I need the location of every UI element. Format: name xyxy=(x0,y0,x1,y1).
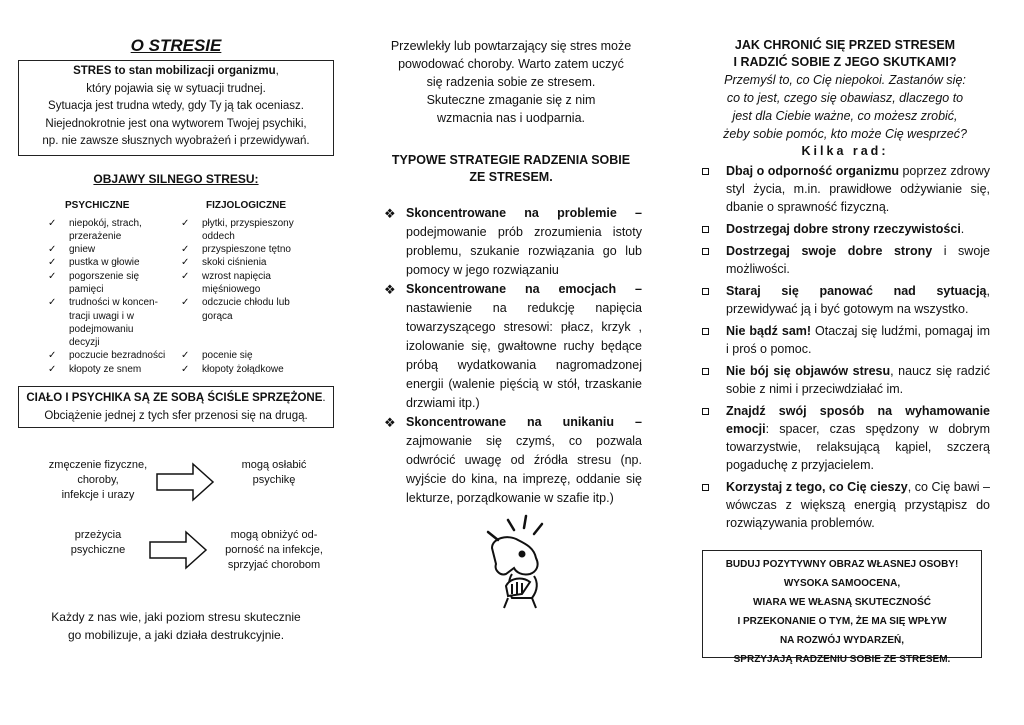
final-note xyxy=(18,608,334,644)
reflection-line: co to jest, czego się obawiasz, dlaczego to xyxy=(726,91,964,105)
tip-text: : spacer, czas spędzony w dobrym towarzystwie, relaksującą kąpiel, szczerą pogaduchę z przyjacielem. xyxy=(726,422,990,472)
psych-item xyxy=(18,243,176,256)
diamond-bullet-icon: ❖ xyxy=(384,282,396,297)
tip-text: , przewidywać ją i być gotowym na wszystko. xyxy=(726,284,990,316)
arrow-text: psychikę xyxy=(252,474,296,487)
arrow-text: mogą osłabić xyxy=(241,459,307,472)
strategies-title xyxy=(380,152,642,186)
tips-header: Kilka rad: xyxy=(801,144,889,158)
intro-line: Przewlekły lub powtarzający się stres może xyxy=(390,39,632,53)
definition-line: np. nie zawsze słusznych wyobrażeń i przewidywań. xyxy=(42,135,310,147)
tip-item xyxy=(700,402,990,474)
tip-bold: Nie bój się objawów stresu xyxy=(726,364,891,378)
protection-title-line: JAK CHRONIĆ SIĘ PRZED STRESEM xyxy=(734,38,956,52)
psych-text: pustka w głowie xyxy=(69,257,140,269)
psych-item xyxy=(18,363,176,376)
arrow2-left xyxy=(28,528,168,558)
body-mind-period: . xyxy=(322,392,326,405)
psych-text: decyzji xyxy=(69,337,100,349)
check-icon: ✓ xyxy=(181,217,190,229)
phys-text: gorąca xyxy=(202,310,233,322)
phys-text: skoki ciśnienia xyxy=(202,257,267,269)
final-line: go mobilizuje, a jaki działa destrukcyjnie. xyxy=(67,628,285,642)
tip-text: poprzez zdrowy styl życia, m.in. prawidłowe odżywianie się, dbanie o sprawność fizyczną. xyxy=(726,164,991,214)
box-line: SPRZYJAJĄ RADZENIU SOBIE ZE STRESEM. xyxy=(733,654,951,665)
strategy-name: Skoncentrowane na problemie – xyxy=(406,206,642,220)
arrow1-right xyxy=(214,458,334,488)
arrow-text: porność na infekcje, xyxy=(225,544,323,557)
reflection-line: żeby sobie pomóc, kto może Cię wesprzeć? xyxy=(723,127,967,141)
tip-bold: Nie bądź sam! xyxy=(726,324,812,338)
box-line: I PRZEKONANIE O TYM, ŻE MA SIĘ WPŁYW xyxy=(737,616,947,627)
square-bullet-icon xyxy=(702,226,709,233)
psych-header: PSYCHICZNE xyxy=(65,199,130,211)
final-line: Każdy z nas wie, jaki poziom stresu skutecznie xyxy=(51,610,301,624)
arrow-text: przeżycia xyxy=(74,529,122,542)
psych-text: tracji uwagi i w xyxy=(69,310,135,322)
definition-bold: STRES to stan mobilizacji organizmu xyxy=(73,65,276,77)
column-left xyxy=(18,0,334,642)
intro-line: Skuteczne zmaganie się z nim xyxy=(426,93,596,107)
tip-item xyxy=(700,478,990,532)
phys-column xyxy=(176,200,334,377)
tip-text: Otaczaj się ludźmi, pomagaj im i proś o pomoc. xyxy=(726,324,991,356)
psych-item xyxy=(18,283,176,296)
check-icon: ✓ xyxy=(48,244,57,256)
intro-line: powodować choroby. Warto zatem uczyć xyxy=(398,57,624,71)
tip-text: , naucz się radzić sobie z nimi i przeciwdziałać im. xyxy=(726,364,990,396)
strategy-text: podejmowanie prób zrozumienia istoty problemu, szukanie rozwiązania go lub pomocy w jego rozwiązaniu xyxy=(406,225,642,277)
check-icon: ✓ xyxy=(181,244,190,256)
phys-item xyxy=(176,336,334,349)
definition-line: Niejednokrotnie jest ona wytworem Twojej psychiki, xyxy=(45,117,307,130)
psych-item xyxy=(18,217,176,230)
phys-text: pocenie się xyxy=(202,350,253,362)
check-icon: ✓ xyxy=(181,270,190,282)
tip-item xyxy=(700,162,990,216)
arrows-diagram xyxy=(18,458,334,628)
protection-title-line: I RADZIĆ SOBIE Z JEGO SKUTKAMI? xyxy=(733,55,957,69)
square-bullet-icon xyxy=(702,408,709,415)
psych-item xyxy=(18,349,176,362)
positive-self-image-box xyxy=(702,550,982,665)
right-arrow-icon xyxy=(148,530,208,570)
column-right xyxy=(700,0,990,536)
box-line: WIARA WE WŁASNĄ SKUTECZNOŚĆ xyxy=(753,597,931,608)
intro-line: się radzenia sobie ze stresem. xyxy=(426,75,596,89)
arrow2-right xyxy=(204,528,344,573)
psych-text: podejmowaniu xyxy=(69,323,134,335)
diamond-bullet-icon: ❖ xyxy=(384,206,396,221)
check-icon: ✓ xyxy=(48,257,57,269)
psych-text: niepokój, strach, xyxy=(69,217,142,229)
phys-text: odczucie chłodu lub xyxy=(202,297,290,309)
psych-item xyxy=(18,270,176,283)
check-icon: ✓ xyxy=(48,363,57,375)
phys-list xyxy=(176,217,334,377)
psych-text: przerażenie xyxy=(69,230,122,242)
arrow-text: mogą obniżyć od- xyxy=(230,529,318,542)
strategy-text: zajmowanie się czymś, co pozwala odwrócić uwagę od źródła stresu (np. wyjście do kina, na imprezę, oddanie się lekturze, porządkowanie w szafie itp.) xyxy=(406,434,642,505)
protection-title xyxy=(700,37,990,71)
strategy-item xyxy=(380,413,642,508)
body-mind-line: Obciążenie jednej z tych sfer przenosi się na drugą. xyxy=(44,410,308,423)
phys-header: FIZJOLOGICZNE xyxy=(206,199,286,211)
definition-line: który pojawia się w sytuacji trudnej. xyxy=(86,82,266,95)
tip-item xyxy=(700,362,990,398)
square-bullet-icon xyxy=(702,248,709,255)
strategy-item xyxy=(380,280,642,413)
tip-item xyxy=(700,242,990,278)
square-bullet-icon xyxy=(702,328,709,335)
check-icon: ✓ xyxy=(181,350,190,362)
tip-item xyxy=(700,322,990,358)
check-icon: ✓ xyxy=(48,217,57,229)
psych-item xyxy=(18,323,176,336)
phys-text: wzrost napięcia xyxy=(202,270,271,282)
strategy-name: Skoncentrowane na unikaniu – xyxy=(406,415,642,429)
phys-item xyxy=(176,323,334,336)
stressed-figure-icon xyxy=(478,514,558,610)
square-bullet-icon xyxy=(702,484,709,491)
phys-item xyxy=(176,310,334,323)
phys-item xyxy=(176,270,334,283)
diamond-bullet-icon: ❖ xyxy=(384,415,396,430)
tips-list xyxy=(700,162,990,532)
arrow-text: sprzyjać chorobom xyxy=(227,559,321,572)
phys-item xyxy=(176,283,334,296)
strategy-text: nastawienie na redukcję napięcia towarzyszącego stresowi: płacz, krzyk , izolowanie się, gwałtowne ruchy będące próbą wydatkowania nagromadzonej energii (walenie pięścią w stół, trzaskanie drzwiami itp.) xyxy=(406,301,642,410)
strategies-list xyxy=(380,204,642,508)
arrow1-left xyxy=(28,458,168,503)
psych-item xyxy=(18,230,176,243)
column-middle xyxy=(380,0,642,508)
tip-item xyxy=(700,220,990,238)
tip-bold: Korzystaj z tego, co Cię cieszy xyxy=(726,480,908,494)
psych-list xyxy=(18,217,176,377)
phys-text: oddech xyxy=(202,230,235,242)
strategy-name: Skoncentrowane na emocjach – xyxy=(406,282,642,296)
psych-text: pamięci xyxy=(69,283,104,295)
tip-bold: Znajdź swój sposób na wyhamowanie emocji xyxy=(726,404,990,436)
psych-item xyxy=(18,336,176,349)
phys-text: płytki, przyspieszony xyxy=(202,217,294,229)
right-arrow-icon xyxy=(155,462,215,502)
tip-text: i swoje możliwości. xyxy=(726,244,990,276)
symptoms-title: OBJAWY SILNEGO STRESU: xyxy=(93,171,259,186)
definition-box xyxy=(18,60,334,156)
reflection-text xyxy=(700,71,990,143)
phys-item xyxy=(176,230,334,243)
page-title: O STRESIE xyxy=(130,36,222,55)
box-line: WYSOKA SAMOOCENA, xyxy=(783,578,901,589)
square-bullet-icon xyxy=(702,168,709,175)
psych-item xyxy=(18,256,176,269)
phys-item xyxy=(176,256,334,269)
check-icon: ✓ xyxy=(48,350,57,362)
box-line: BUDUJ POZYTYWNY OBRAZ WŁASNEJ OSOBY! xyxy=(725,559,959,570)
tip-bold: Dbaj o odporność organizmu xyxy=(726,164,899,178)
check-icon: ✓ xyxy=(181,257,190,269)
check-icon: ✓ xyxy=(181,297,190,309)
psych-text: kłopoty ze snem xyxy=(69,363,142,375)
phys-item xyxy=(176,349,334,362)
reflection-line: jest dla Ciebie ważne, co możesz zrobić, xyxy=(732,109,958,123)
intro-text xyxy=(380,37,642,127)
body-mind-bold: CIAŁO I PSYCHIKA SĄ ZE SOBĄ ŚCIŚLE SPRZĘŻONE xyxy=(26,392,323,405)
psych-text: pogorszenie się xyxy=(69,270,140,282)
psych-column xyxy=(18,200,176,377)
strategies-title-line: TYPOWE STRATEGIE RADZENIA SOBIE xyxy=(391,153,631,167)
tip-bold: Staraj się panować nad sytuacją xyxy=(726,284,987,298)
tip-bold: Dostrzegaj swoje dobre strony xyxy=(726,244,933,258)
square-bullet-icon xyxy=(702,288,709,295)
phys-item xyxy=(176,296,334,309)
psych-text: gniew xyxy=(69,244,96,256)
definition-comma: , xyxy=(275,65,279,77)
tip-bold: Dostrzegaj dobre strony rzeczywistości xyxy=(726,222,961,236)
tip-text: . xyxy=(960,222,965,236)
intro-line: wzmacnia nas i uodparnia. xyxy=(437,111,585,125)
phys-item xyxy=(176,363,334,376)
body-mind-box xyxy=(18,386,334,428)
arrow-text: infekcje i urazy xyxy=(61,489,135,502)
phys-item xyxy=(176,243,334,256)
psych-item xyxy=(18,296,176,309)
check-icon: ✓ xyxy=(181,363,190,375)
strategies-title-line: ZE STRESEM. xyxy=(469,170,553,184)
check-icon: ✓ xyxy=(48,297,57,309)
psych-item xyxy=(18,310,176,323)
check-icon: ✓ xyxy=(48,270,57,282)
phys-item xyxy=(176,217,334,230)
arrow-text: choroby, xyxy=(77,474,119,487)
tip-item xyxy=(700,282,990,318)
symptoms-table xyxy=(18,200,334,377)
strategy-item xyxy=(380,204,642,280)
psych-text: trudności w koncen- xyxy=(69,297,158,309)
phys-text: mięśniowego xyxy=(202,283,261,295)
arrow-text: psychiczne xyxy=(70,544,126,557)
psych-text: poczucie bezradności xyxy=(69,350,166,362)
reflection-line: Przemyśl to, co Cię niepokoi. Zastanów się: xyxy=(724,73,966,87)
square-bullet-icon xyxy=(702,368,709,375)
arrow-text: zmęczenie fizyczne, xyxy=(48,459,148,472)
box-line: NA ROZWÓJ WYDARZEŃ, xyxy=(779,635,905,646)
phys-text: kłopoty żołądkowe xyxy=(202,363,284,375)
definition-line: Sytuacja jest trudna wtedy, gdy Ty ją tak oceniasz. xyxy=(48,100,304,112)
tip-text: , co Cię bawi – wówczas z większą energią przystąpisz do rozwiązywania problemów. xyxy=(726,480,990,530)
phys-text: przyspieszone tętno xyxy=(202,244,291,256)
